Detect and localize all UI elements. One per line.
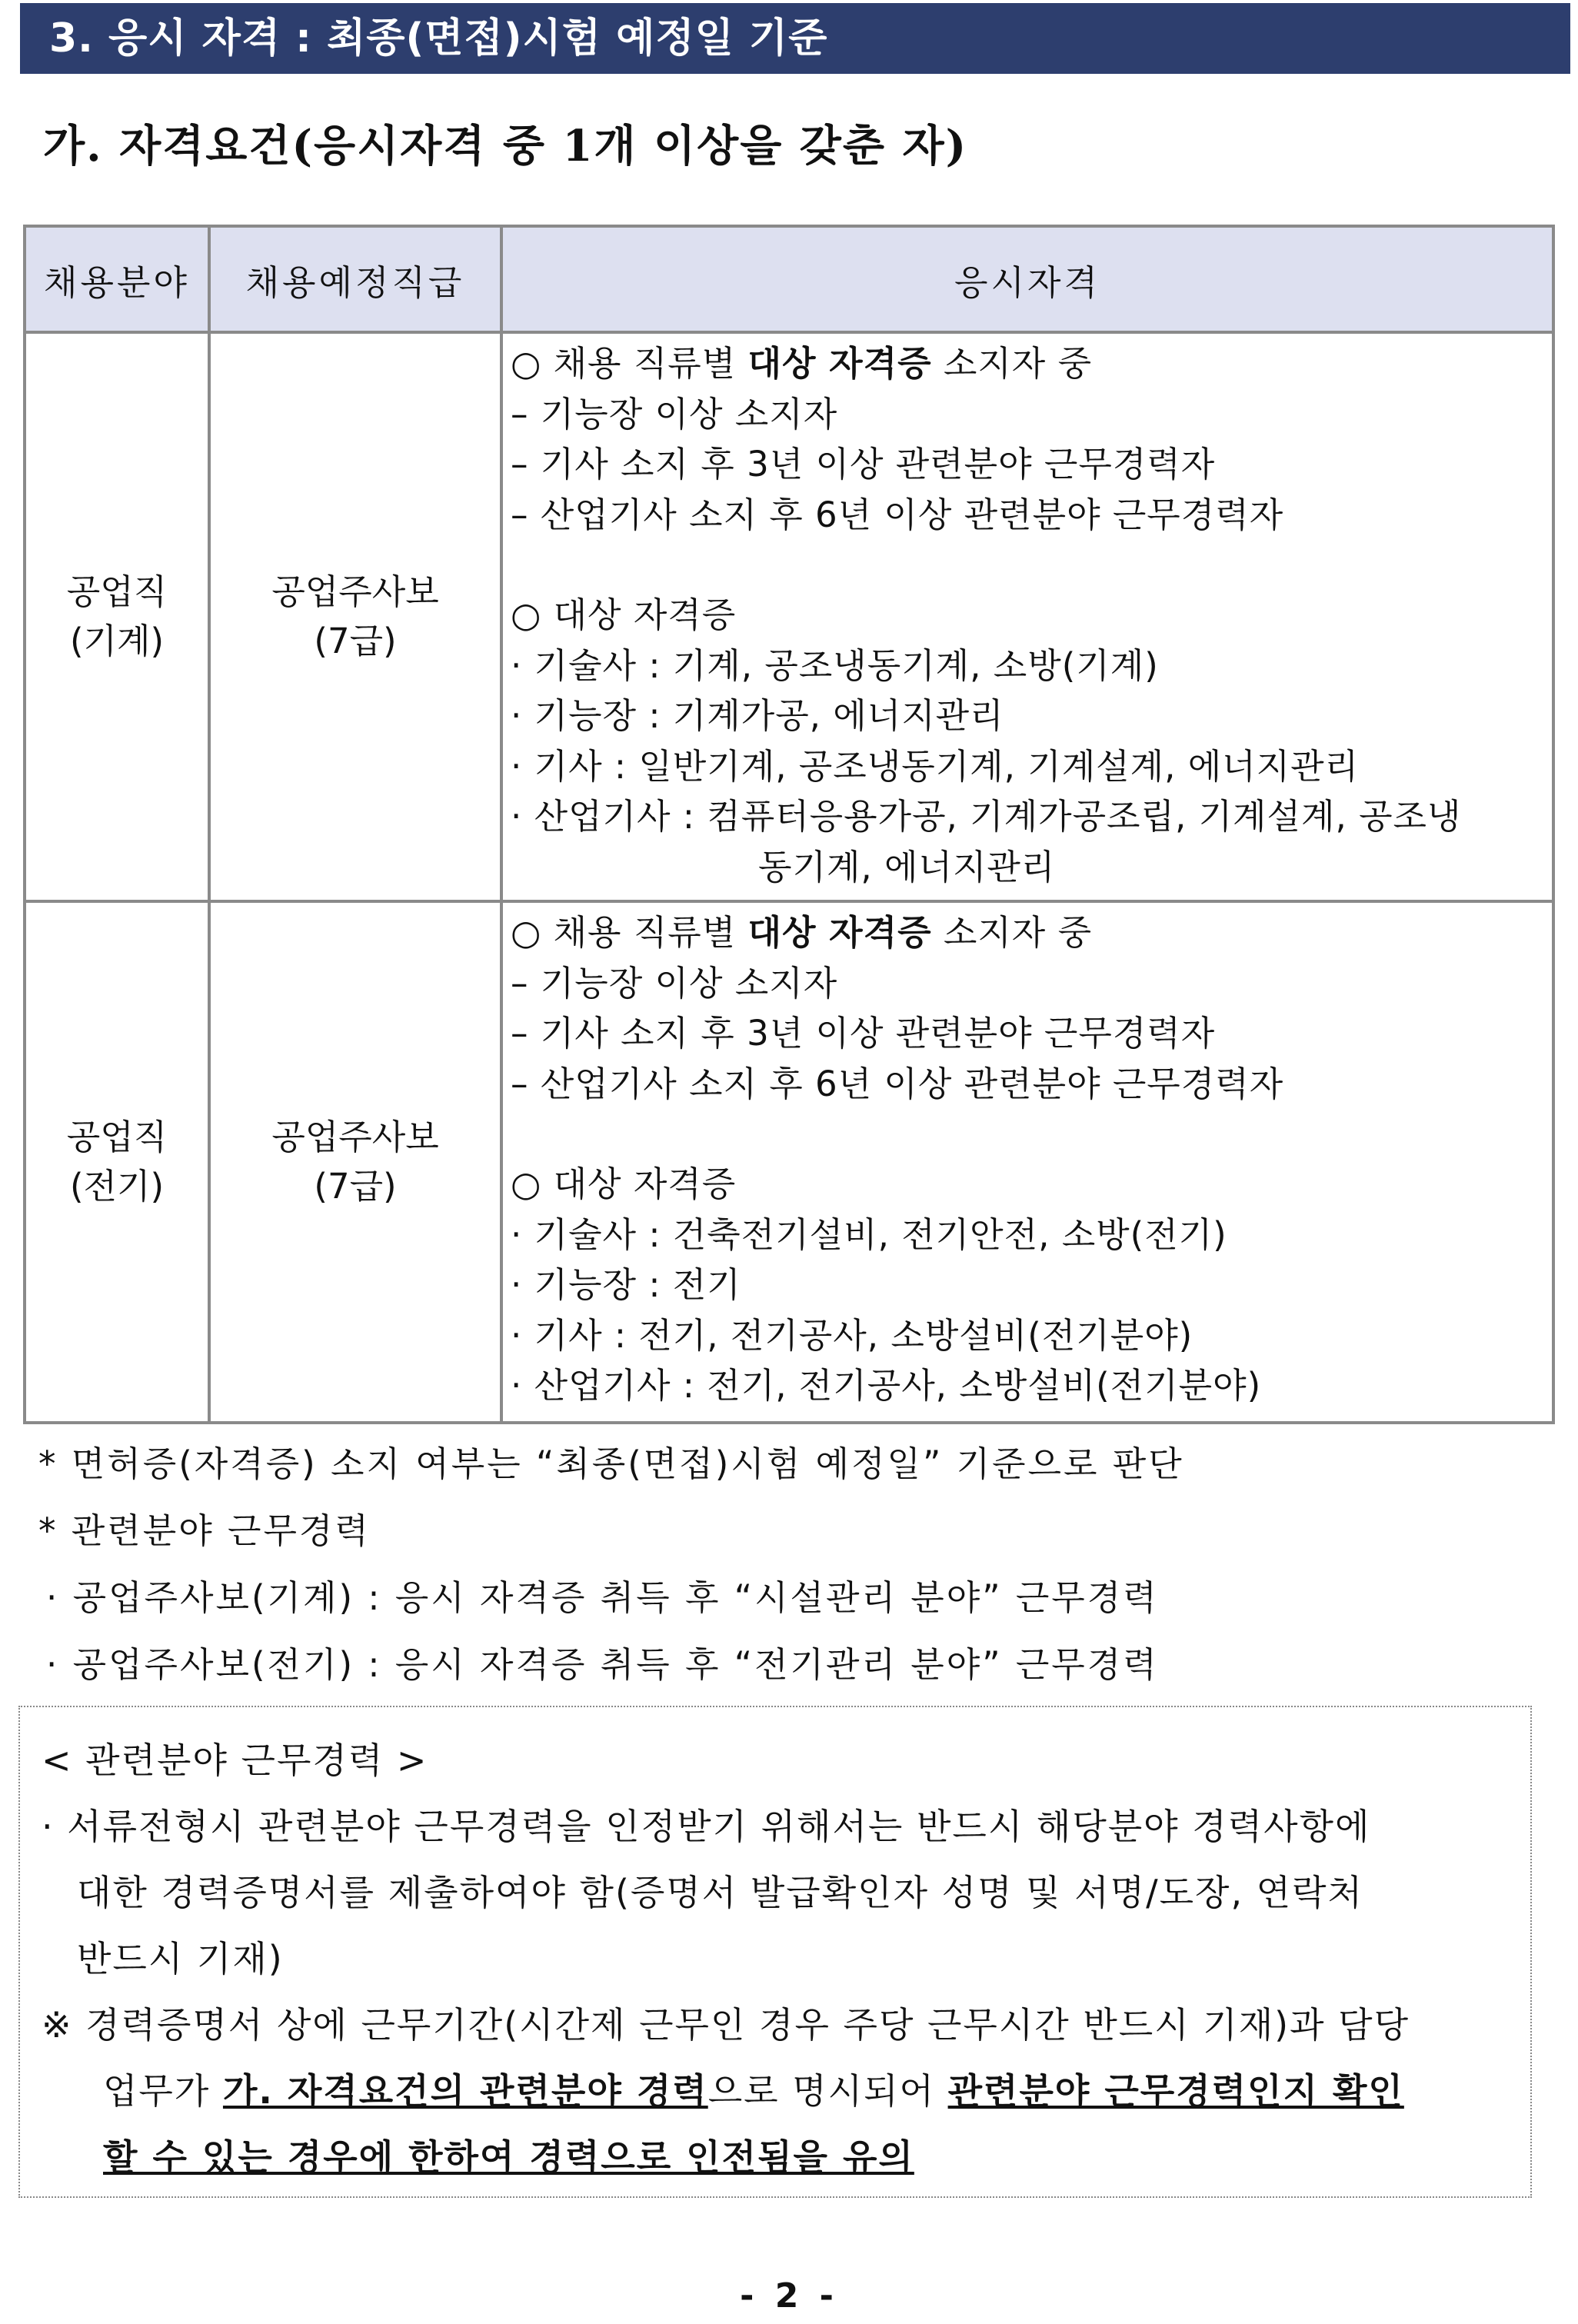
- subheading: 가. 자격요건(응시자격 중 1개 이상을 갖춘 자): [43, 121, 968, 171]
- qual-intro: ○ 채용 직류별 대상 자격증 소지자 중: [511, 343, 1093, 384]
- note-line: * 면허증(자격증) 소지 여부는 “최종(면접)시험 예정일” 기준으로 판단: [38, 1443, 1184, 1484]
- header-grade: 채용예정직급: [209, 226, 501, 332]
- field-name: 공업직: [66, 571, 168, 612]
- career-info-box: [18, 1706, 1532, 2198]
- grade-cell: [209, 332, 501, 901]
- qualification-table: [23, 225, 1555, 1424]
- box-line: ※ 경력증명서 상에 근무기간(시간제 근무인 경우 주당 근무시간 반드시 기재)과 담당: [42, 2004, 1410, 2046]
- cert-line: · 산업기사 : 전기, 전기공사, 소방설비(전기분야): [511, 1365, 1262, 1406]
- table-row: [25, 332, 1553, 901]
- header-field: 채용분야: [25, 226, 209, 332]
- cert-title: ○ 대상 자격증: [511, 594, 737, 635]
- cert-title: ○ 대상 자격증: [511, 1164, 737, 1204]
- qual-intro: ○ 채용 직류별 대상 자격증 소지자 중: [511, 912, 1093, 953]
- box-line: · 서류전형시 관련분야 근무경력을 인정받기 위해서는 반드시 해당분야 경력사항에: [42, 1806, 1371, 1847]
- box-line: 반드시 기재): [77, 1938, 284, 1979]
- box-line: 업무가 가. 자격요건의 관련분야 경력으로 명시되어 관련분야 근무경력인지 확인: [103, 2070, 1404, 2112]
- cert-line: · 기능장 : 전기: [511, 1264, 741, 1305]
- field-sub: (기계): [69, 621, 165, 661]
- cert-line: · 기술사 : 건축전기설비, 전기안전, 소방(전기): [511, 1214, 1227, 1255]
- grade-cell: [209, 901, 501, 1423]
- cert-line-cont: 동기계, 에너지관리: [758, 846, 1056, 887]
- note-line: · 공업주사보(기계) : 응시 자격증 취득 후 “시설관리 분야” 근무경력: [46, 1577, 1159, 1618]
- field-cell: [25, 901, 209, 1423]
- cert-line: · 기술사 : 기계, 공조냉동기계, 소방(기계): [511, 644, 1159, 686]
- qual-line: – 기능장 이상 소지자: [511, 962, 838, 1004]
- field-name: 공업직: [66, 1117, 168, 1157]
- grade-level: (7급): [314, 621, 397, 661]
- qual-line: – 기능장 이상 소지자: [511, 393, 838, 435]
- cert-line: · 기사 : 일반기계, 공조냉동기계, 기계설계, 에너지관리: [511, 745, 1360, 787]
- page-number: - 2 -: [740, 2276, 838, 2316]
- field-cell: [25, 332, 209, 901]
- table-row: [25, 901, 1553, 1423]
- qual-line: – 산업기사 소지 후 6년 이상 관련분야 근무경력자: [511, 1063, 1284, 1104]
- header-qualification: 응시자격: [501, 226, 1553, 332]
- box-line: 대한 경력증명서를 제출하여야 함(증명서 발급확인자 성명 및 서명/도장, 연락처: [77, 1872, 1363, 1913]
- qual-line: – 산업기사 소지 후 6년 이상 관련분야 근무경력자: [511, 494, 1284, 535]
- qualification-cell: [501, 332, 1553, 901]
- grade-name: 공업주사보: [271, 1117, 439, 1157]
- qualification-cell: [501, 901, 1553, 1423]
- table-header-row: [25, 226, 1553, 332]
- cert-line: · 산업기사 : 컴퓨터응용가공, 기계가공조립, 기계설계, 공조냉: [511, 796, 1462, 837]
- field-sub: (전기): [69, 1166, 165, 1207]
- box-title: < 관련분야 근무경력 >: [42, 1740, 428, 1781]
- box-line: 할 수 있는 경우에 한하여 경력으로 인전됨을 유의: [103, 2136, 914, 2178]
- notes: [38, 1430, 1184, 1698]
- qual-line: – 기사 소지 후 3년 이상 관련분야 근무경력자: [511, 1013, 1216, 1054]
- cert-line: · 기능장 : 기계가공, 에너지관리: [511, 695, 1004, 736]
- grade-name: 공업주사보: [271, 571, 439, 612]
- note-line: * 관련분야 근무경력: [38, 1510, 371, 1551]
- note-line: · 공업주사보(전기) : 응시 자격증 취득 후 “전기관리 분야” 근무경력: [46, 1644, 1159, 1685]
- qual-line: – 기사 소지 후 3년 이상 관련분야 근무경력자: [511, 444, 1216, 484]
- cert-line: · 기사 : 전기, 전기공사, 소방설비(전기분야): [511, 1314, 1193, 1356]
- grade-level: (7급): [314, 1166, 397, 1207]
- section-header: 3. 응시 자격 : 최종(면접)시험 예정일 기준: [20, 3, 1570, 74]
